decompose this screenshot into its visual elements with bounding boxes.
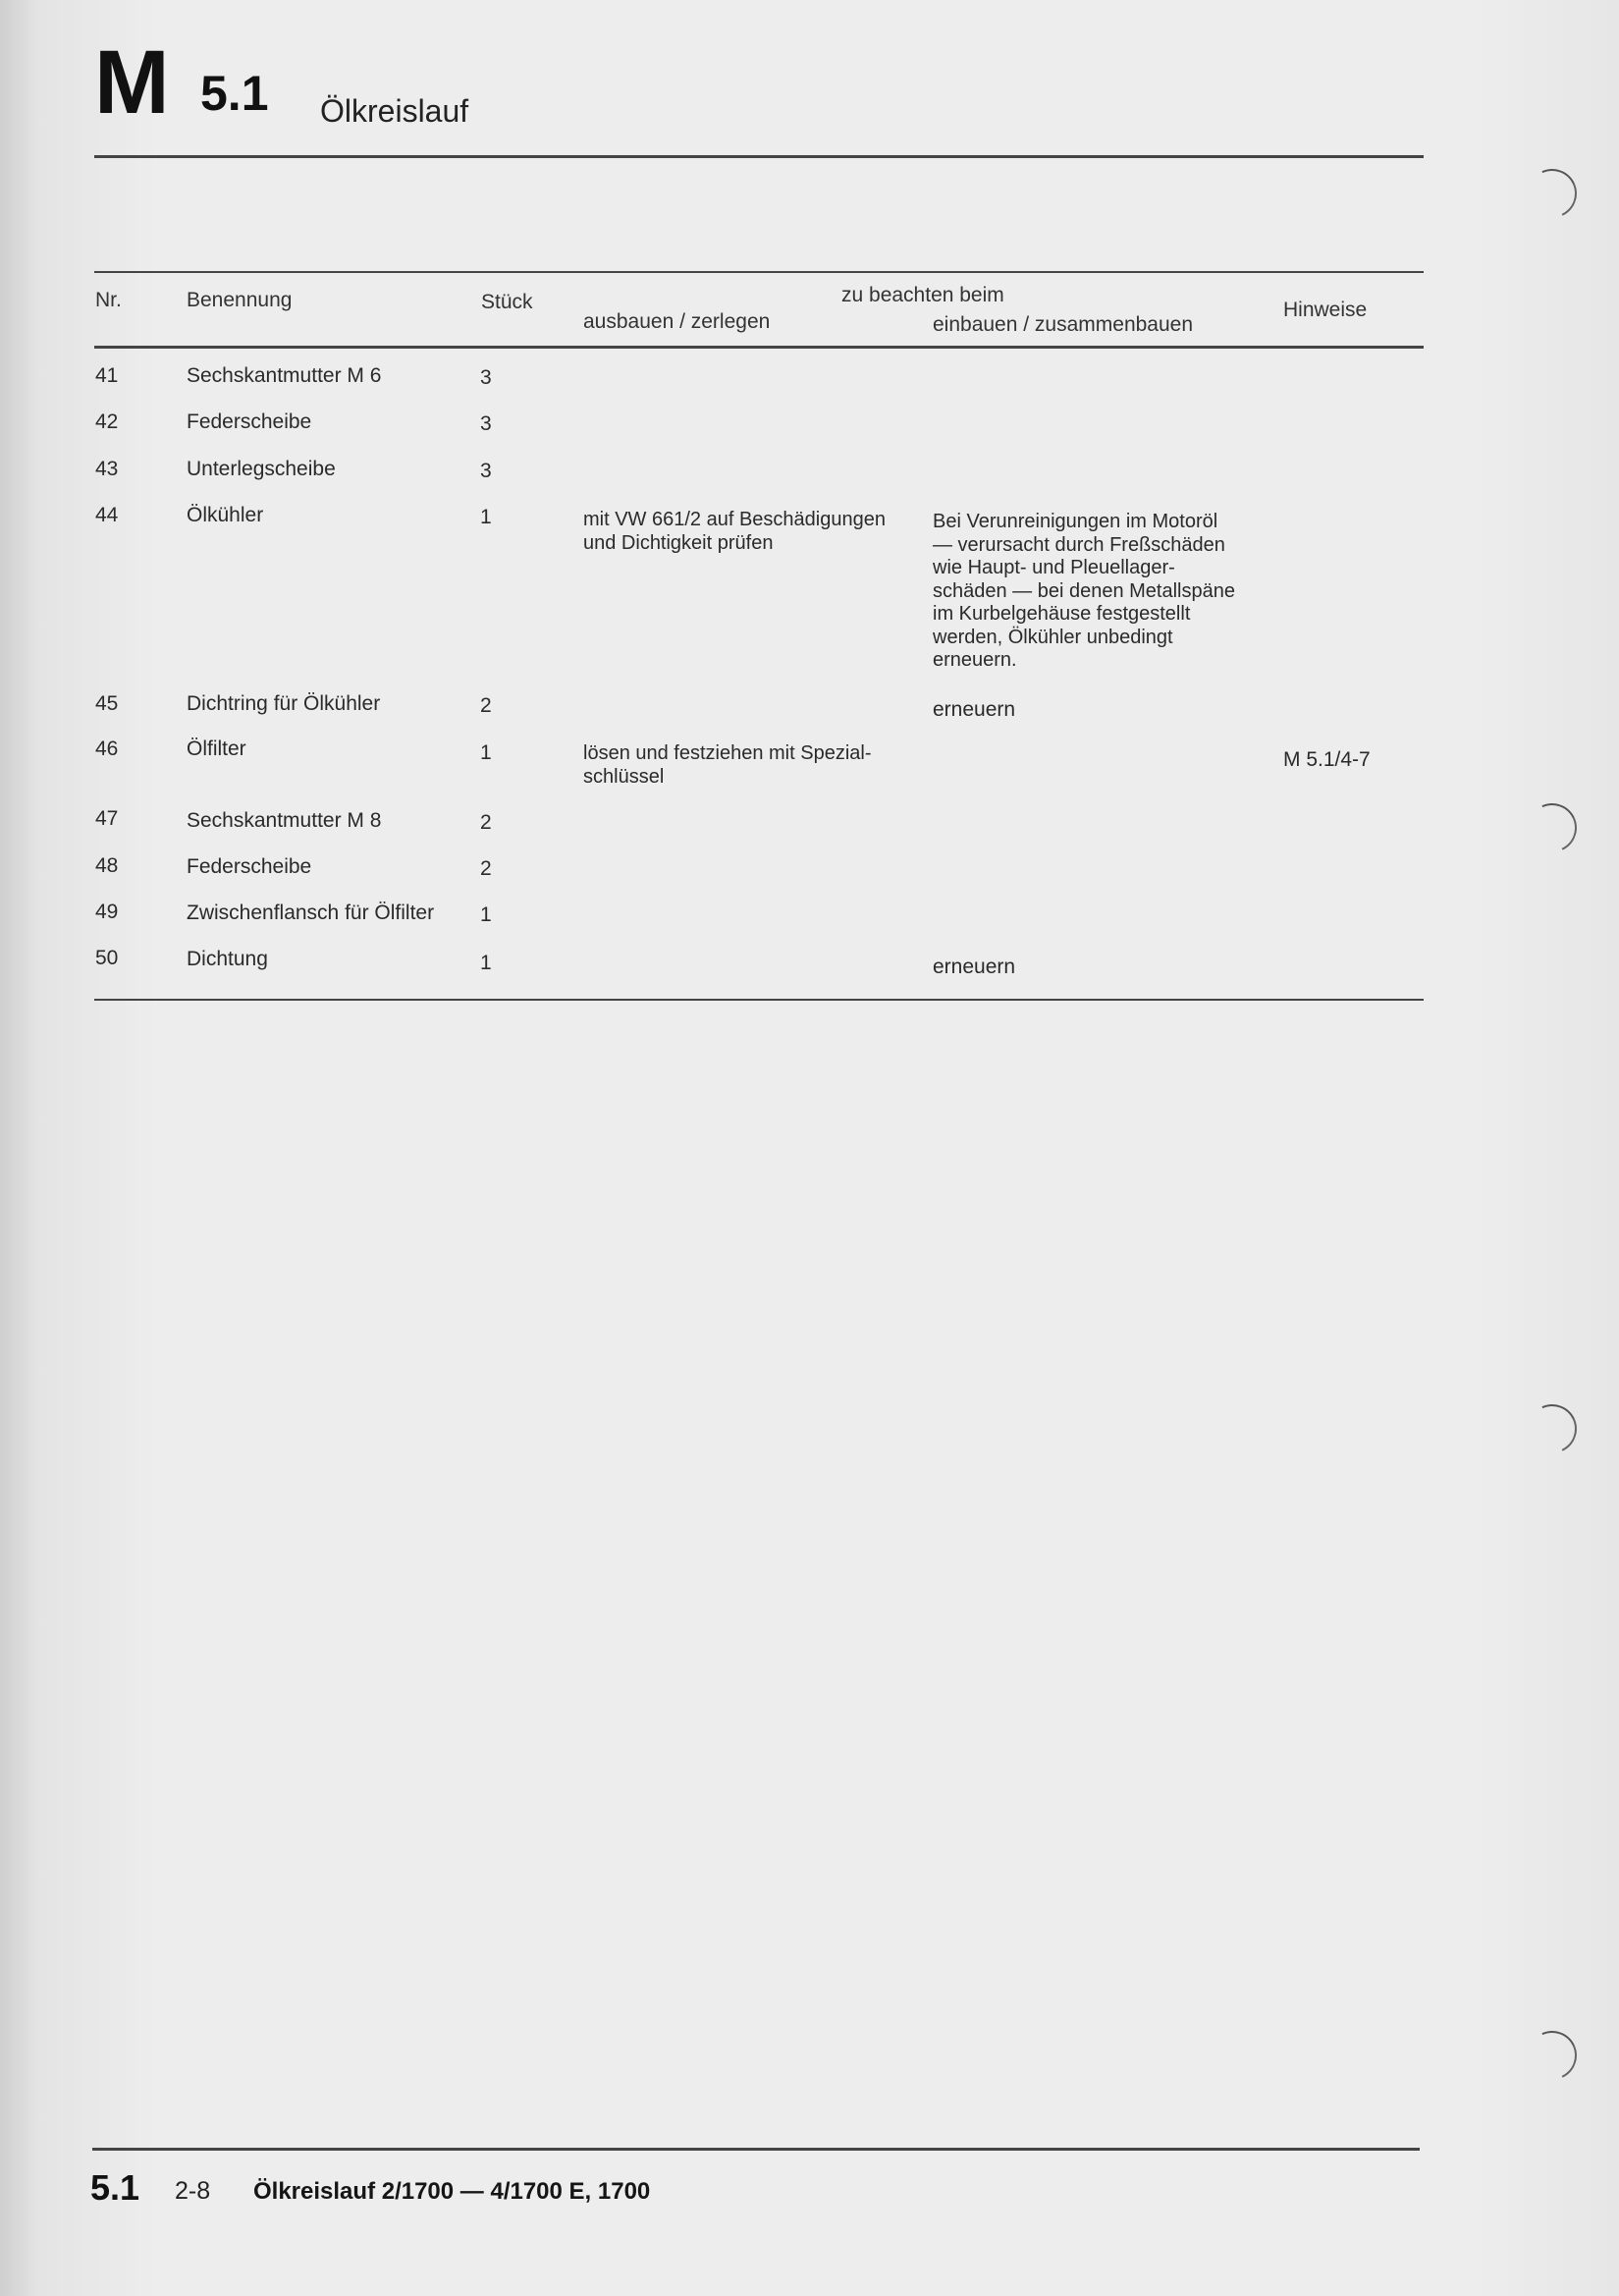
row-name: Ölkühler	[187, 504, 264, 526]
footer-title: Ölkreislauf 2/1700 — 4/1700 E, 1700	[253, 2178, 651, 2205]
row-name: Federscheibe	[187, 855, 312, 878]
footer-page-number: 2-8	[175, 2177, 211, 2205]
footer-rule	[92, 2148, 1420, 2151]
row-qty: 1	[480, 903, 492, 926]
table-top-rule	[94, 271, 1424, 273]
title-rule	[94, 155, 1424, 158]
row-install-note: erneuern	[933, 698, 1016, 721]
section-number: 5.1	[200, 66, 269, 121]
footer-section: 5.1	[90, 2167, 140, 2208]
row-nr: 50	[95, 947, 119, 969]
col-header-name: Benennung	[187, 289, 293, 311]
punch-hole	[1521, 162, 1584, 225]
row-qty: 3	[480, 460, 492, 482]
row-name: Ölfilter	[187, 738, 246, 760]
col-header-remove: ausbauen / zerlegen	[583, 310, 771, 333]
row-qty: 3	[480, 366, 492, 389]
row-remove-note: lösen und festziehen mit Spezial- schlüssel	[583, 742, 872, 788]
col-header-install: einbauen / zusammenbauen	[933, 313, 1194, 336]
row-qty: 3	[480, 412, 492, 435]
row-nr: 41	[95, 364, 119, 387]
row-nr: 49	[95, 901, 119, 923]
row-nr: 46	[95, 738, 119, 760]
row-install-note: erneuern	[933, 956, 1016, 978]
row-name: Dichtring für Ölkühler	[187, 692, 381, 715]
col-header-group: zu beachten beim	[841, 284, 1004, 306]
row-qty: 1	[480, 506, 492, 528]
row-nr: 45	[95, 692, 119, 715]
row-qty: 2	[480, 811, 492, 834]
table-bottom-rule	[94, 999, 1424, 1001]
row-qty: 2	[480, 694, 492, 717]
col-header-qty: Stück	[481, 291, 533, 313]
row-qty: 1	[480, 741, 492, 764]
col-header-notes: Hinweise	[1283, 299, 1368, 321]
row-remove-note: mit VW 661/2 auf Beschädigungen und Dichtigkeit prüfen	[583, 509, 886, 554]
page-title: Ölkreislauf	[320, 93, 469, 129]
row-notes: M 5.1/4-7	[1283, 748, 1371, 771]
table-header-rule	[94, 346, 1424, 349]
row-nr: 47	[95, 807, 119, 830]
row-name: Dichtung	[187, 948, 268, 970]
row-install-note: Bei Verunreinigungen im Motoröl — verursacht durch Freßschäden wie Haupt- und Pleuellager- schäden — bei denen Metallspäne im Kurbelgehäuse festgestellt werden, Ölkühler unbedingt erneuern.	[933, 511, 1235, 671]
row-nr: 48	[95, 854, 119, 877]
punch-hole	[1521, 796, 1584, 859]
row-nr: 42	[95, 410, 119, 433]
row-name: Sechskantmutter M 6	[187, 364, 382, 387]
row-name: Sechskantmutter M 8	[187, 809, 382, 832]
row-qty: 2	[480, 857, 492, 880]
punch-hole	[1521, 2024, 1584, 2087]
row-name: Unterlegscheibe	[187, 458, 336, 480]
punch-hole	[1521, 1397, 1584, 1460]
row-qty: 1	[480, 952, 492, 974]
row-nr: 43	[95, 458, 119, 480]
col-header-nr: Nr.	[95, 289, 122, 311]
row-name: Federscheibe	[187, 410, 312, 433]
row-name: Zwischenflansch für Ölfilter	[187, 902, 435, 924]
section-letter: M	[94, 32, 167, 133]
row-nr: 44	[95, 504, 119, 526]
